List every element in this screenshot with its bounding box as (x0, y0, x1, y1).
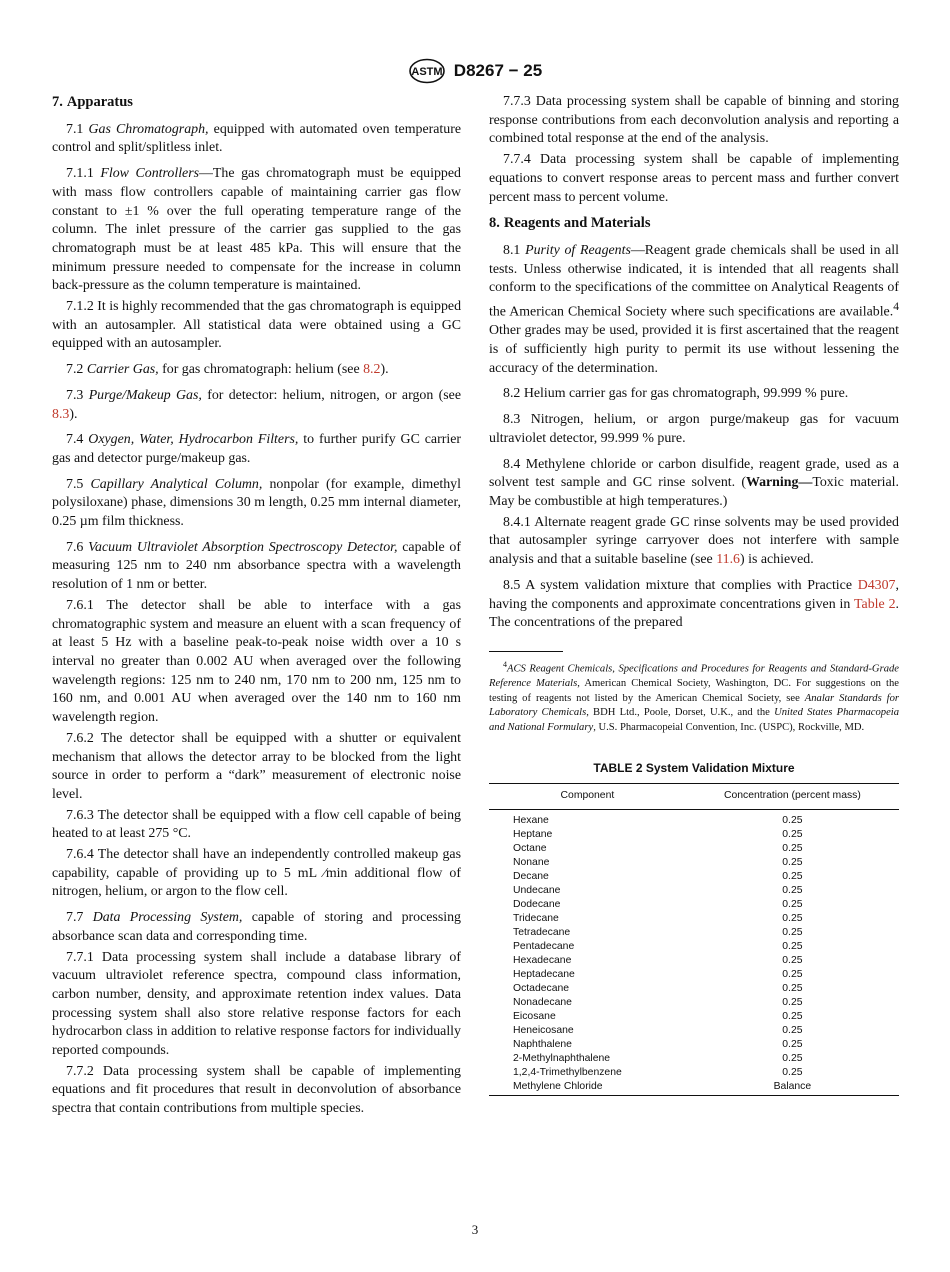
cell-concentration: 0.25 (782, 968, 803, 980)
para-7-2: 7.2 Carrier Gas, for gas chromatograph: helium (see 8.2). (66, 362, 389, 378)
cell-concentration: 0.25 (782, 898, 803, 910)
table-2-title: TABLE 2 System Validation Mixture (593, 761, 795, 776)
para-7-1-1: 7.1.1 Flow Controllers—The gas chromatograph must be equipped with mass flow controllers capable of maintaining carrier gas flow constant to ±1 % over the full operating temperature range of the column. The inlet pressure of the carrier gas supplied to the gas chromatograph must be at least 485 kPa. This will ensure that the minimum pressure needed to compensate for the increase in column back-pressure as the column temperature is maintained. (52, 166, 461, 294)
cell-component: Tetradecane (513, 926, 571, 938)
para-7-6-4: 7.6.4 The detector shall have an independently controlled makeup gas capability, capable of providing up to 5 mL ⁄min additional flow of nitrogen, helium, or argon to the flow cell. (52, 847, 461, 900)
cell-concentration: 0.25 (782, 856, 803, 868)
table-row (489, 1066, 899, 1080)
cell-concentration: 0.25 (782, 814, 803, 826)
table-row (489, 898, 899, 912)
para-8-4: 8.4 Methylene chloride or carbon disulfide, reagent grade, used as a solvent test sample and GC rinse solvent. (Warning—Toxic material. May be combustible at high temperatures.) (489, 456, 899, 509)
para-7-7: 7.7 Data Processing System, capable of storing and processing absorbance scan data and corresponding time. (52, 910, 461, 944)
cell-concentration: 0.25 (782, 870, 803, 882)
page-header (0, 58, 950, 84)
right-column (489, 93, 899, 1096)
section-7-heading: 7. Apparatus (52, 94, 133, 110)
cell-concentration: 0.25 (782, 1024, 803, 1036)
link-table-2[interactable]: Table 2 (854, 596, 896, 612)
cell-concentration: 0.25 (782, 982, 803, 994)
table-row (489, 1010, 899, 1024)
para-8-4-1: 8.4.1 Alternate reagent grade GC rinse solvents may be used provided that autosampler syringe carryover does not interfere with sample analysis and that a suitable baseline (see 11.6) is achieved. (489, 514, 899, 568)
cell-concentration: 0.25 (782, 954, 803, 966)
cell-component: Decane (513, 870, 549, 882)
page-number: 3 (471, 1222, 479, 1237)
para-8-2: 8.2 Helium carrier gas for gas chromatograph, 99.999 % pure. (503, 386, 849, 402)
link-11-6[interactable]: 11.6 (716, 552, 740, 568)
table-row (489, 856, 899, 870)
cell-concentration: 0.25 (782, 912, 803, 924)
cell-component: Dodecane (513, 898, 561, 910)
table-row (489, 926, 899, 940)
cell-concentration: 0.25 (782, 1010, 803, 1022)
cell-component: 2-Methylnaphthalene (513, 1052, 611, 1064)
cell-component: Tridecane (513, 912, 559, 924)
para-7-1: 7.1 Gas Chromatograph, equipped with automated oven temperature control and split/splitless inlet. (52, 121, 461, 156)
para-8-3: 8.3 Nitrogen, helium, or argon purge/makeup gas for vacuum ultraviolet detector, 99.999 % pure. (489, 412, 899, 446)
table-row (489, 842, 899, 856)
cell-component: Heneicosane (513, 1024, 574, 1036)
designation: D8267 − 25 (453, 61, 543, 80)
cell-component: Naphthalene (513, 1038, 572, 1050)
footnote-divider (489, 651, 563, 652)
table-row (489, 828, 899, 842)
para-7-7-2: 7.7.2 Data processing system shall be capable of implementing equations and fit procedures that result in deconvolution of absorbance spectra that contain contributions from multiple species. (52, 1063, 461, 1117)
cell-component: Heptane (513, 828, 553, 840)
cell-concentration: 0.25 (782, 842, 803, 854)
cell-component: Octane (513, 842, 547, 854)
table-row (489, 884, 899, 898)
table-row (489, 809, 899, 828)
footnote-4: $^4$ACS Reagent Chemicals, Specifications and Procedures for Reagents and Standard-Grade Reference Materials, American Chemical Society, Washington, DC. For suggestions on the testing of reagents not listed by the American Chemical Society, see Analar Standards for Laboratory Chemicals, BDH Ltd., Poole, Dorset, U.K., and the United States Pharmacopeia and National Formulary, U.S. Pharmacopeial Convention, Inc. (USPC), Rockville, MD. (489, 659, 900, 733)
link-8-3[interactable]: 8.3 (52, 406, 70, 422)
cell-concentration: 0.25 (782, 884, 803, 896)
para-7-1-2: 7.1.2 It is highly recommended that the gas chromatograph is equipped with an autosampler. All statistical data were obtained using a GC equipped with an autosampler. (52, 299, 462, 352)
para-8-1: 8.1 Purity of Reagents—Reagent grade chemicals shall be used in all tests. Unless otherwise indicated, it is intended that all reagents shall conform to the specifications of the committee on Analytical Reagents of the American Chemical Society where such specifications are available.$^4$ Other grades may be used, provided it is first ascertained that the reagent is of sufficiently high purity to permit its use without lessening the accuracy of the determination. (489, 242, 900, 376)
left-column (52, 93, 461, 1121)
para-7-3: 7.3 Purge/Makeup Gas, for detector: helium, nitrogen, or argon (see 8.3). (52, 387, 461, 422)
para-7-5: 7.5 Capillary Analytical Column, nonpolar (for example, dimethyl polysiloxane) phase, dimensions 30 m length, 0.25 mm internal diameter, 0.25 µm film thickness. (52, 476, 461, 530)
cell-component: Undecane (513, 884, 561, 896)
cell-component: Octadecane (513, 982, 570, 994)
cell-concentration: 0.25 (782, 828, 803, 840)
para-8-5: 8.5 A system validation mixture that complies with Practice D4307, having the components and approximate concentrations given in Table 2. The concentrations of the prepared (489, 577, 899, 631)
table-header-component: Component (489, 784, 686, 810)
cell-concentration: Balance (686, 1080, 899, 1096)
link-8-2[interactable]: 8.2 (363, 362, 381, 378)
para-7-4: 7.4 Oxygen, Water, Hydrocarbon Filters, to further purify GC carrier gas and detector purge/makeup gas. (52, 432, 461, 466)
cell-concentration: 0.25 (782, 940, 803, 952)
warning-label: Warning— (745, 475, 813, 491)
table-row (489, 1080, 899, 1096)
para-7-6-3: 7.6.3 The detector shall be equipped with a flow cell capable of being heated to at least 275 °C. (52, 807, 461, 842)
table-row (489, 940, 899, 954)
cell-concentration: 0.25 (782, 1052, 803, 1064)
cell-component: Eicosane (513, 1010, 556, 1022)
cell-component: Nonadecane (513, 996, 572, 1008)
cell-component: Nonane (513, 856, 550, 868)
cell-concentration: 0.25 (782, 1066, 803, 1078)
para-7-6: 7.6 Vacuum Ultraviolet Absorption Spectroscopy Detector, capable of measuring 125 nm to 240 nm absorbance spectra with a wavelength resolution of 1 nm or better. (52, 539, 461, 593)
cell-component: 1,2,4-Trimethylbenzene (513, 1066, 622, 1078)
astm-logo-icon (408, 58, 446, 84)
table-row (489, 996, 899, 1010)
table-row (489, 1052, 899, 1066)
table-row (489, 982, 899, 996)
cell-concentration: 0.25 (782, 926, 803, 938)
cell-component: Methylene Chloride (489, 1080, 686, 1096)
footnote-ref-4[interactable]: 4 (893, 300, 899, 314)
table-row (489, 912, 899, 926)
astm-logo-text: ASTM (411, 66, 443, 78)
cell-component: Heptadecane (513, 968, 575, 980)
table-row (489, 1024, 899, 1038)
cell-component: Hexadecane (513, 954, 572, 966)
para-7-7-1: 7.7.1 Data processing system shall include a database library of vacuum ultraviolet reference spectra, compound class information, carbon number, density, and approximate retention index values. Data processing system shall also store relative response factors for each hydrocarbon class in addition to relative response factors for individually reported compounds. (52, 949, 461, 1059)
cell-concentration: 0.25 (782, 996, 803, 1008)
table-row (489, 1038, 899, 1052)
link-d4307[interactable]: D4307 (857, 577, 896, 593)
table-row (489, 870, 899, 884)
section-8-heading: 8. Reagents and Materials (489, 215, 651, 232)
cell-component: Pentadecane (513, 940, 575, 952)
cell-component: Hexane (513, 814, 549, 826)
cell-concentration: 0.25 (782, 1038, 803, 1050)
table-row (489, 954, 899, 968)
para-7-7-4: 7.7.4 Data processing system shall be capable of implementing equations to convert response areas to percent mass and further convert percent mass to percent volume. (489, 152, 899, 205)
para-7-6-2: 7.6.2 The detector shall be equipped with a shutter or equivalent mechanism that allows the detector array to be blocked from the light source in order to perform a “dark” measurement of electronic noise level. (52, 730, 461, 802)
table-header-concentration: Concentration (percent mass) (686, 784, 899, 810)
table-row (489, 968, 899, 982)
para-7-7-3: 7.7.3 Data processing system shall be capable of binning and storing response contributions from each deconvolution analysis and reporting a combined total response at the end of the analysis. (489, 94, 899, 147)
table-2 (489, 783, 899, 1096)
para-7-6-1: 7.6.1 The detector shall be able to interface with a gas chromatographic system and measure an eluent with a scan frequency of at least 5 Hz with a baseline peak-to-peak noise width over a 10 s interval no greater than 0.002 AU when averaged over the following wavelength regions: 125 nm to 240 nm, 170 nm to 200 nm, 125 nm to 160 nm, and 0.001 AU when averaged over the 140 nm to 160 nm wavelength region. (52, 597, 461, 726)
